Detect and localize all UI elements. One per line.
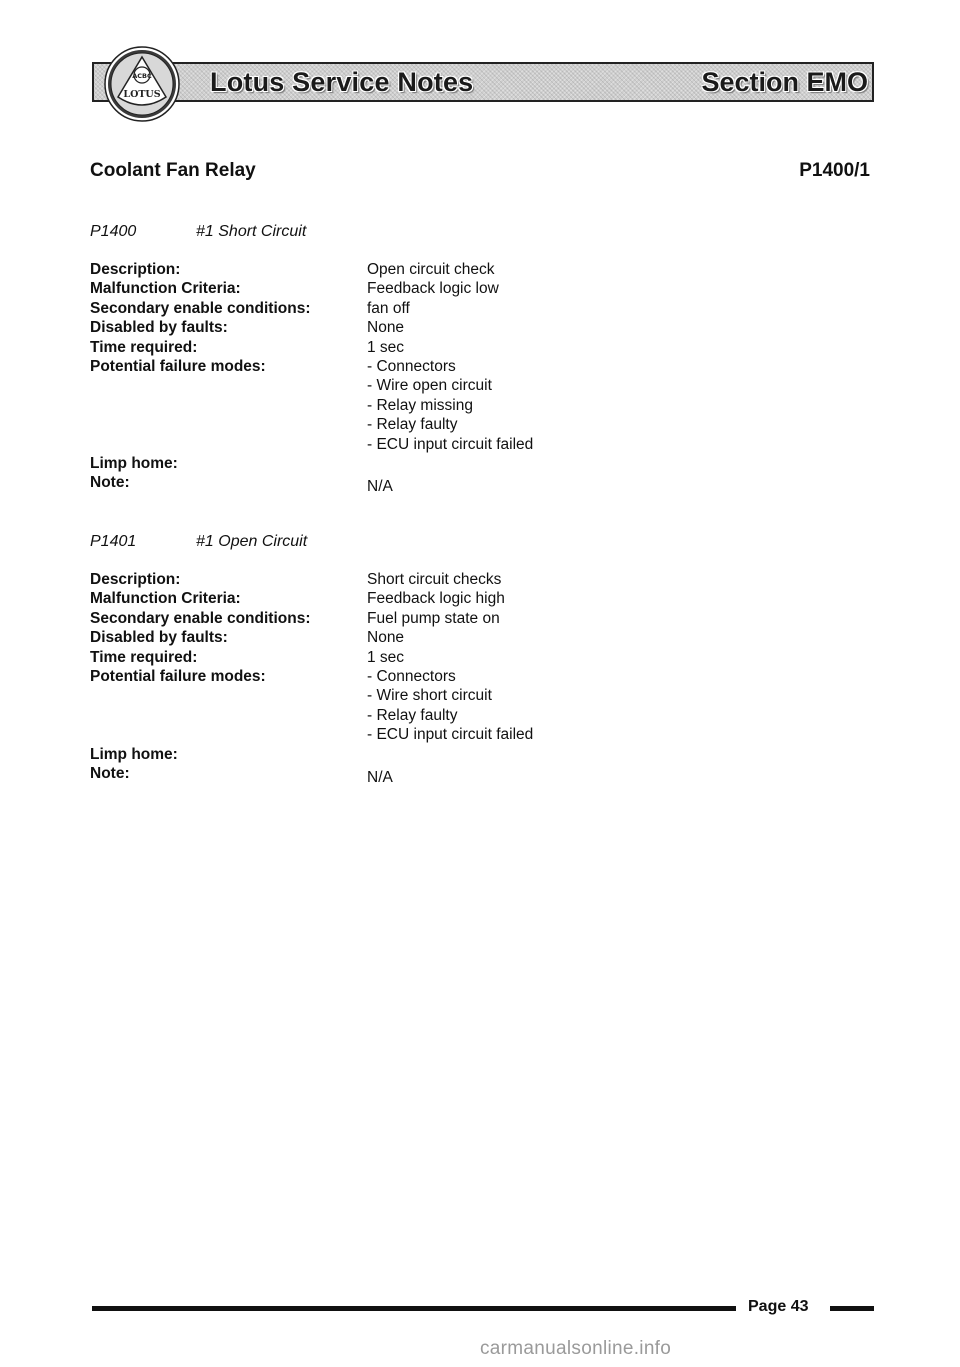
detail-label: Limp home: — [90, 454, 178, 472]
detail-row — [90, 454, 790, 473]
detail-label: Limp home: — [90, 745, 178, 763]
detail-value: Fuel pump state on — [367, 609, 500, 627]
fault-details — [90, 570, 790, 786]
detail-row — [90, 570, 790, 589]
fault-details — [90, 260, 790, 496]
detail-value: - Wire open circuit — [367, 377, 492, 395]
header-section: Section EMO — [701, 67, 868, 97]
detail-row — [90, 260, 790, 279]
detail-row — [90, 435, 790, 454]
detail-label: Malfunction Criteria: — [90, 590, 241, 608]
detail-row — [90, 473, 790, 496]
detail-row — [90, 667, 790, 686]
detail-label: Note: — [90, 764, 130, 782]
detail-value: - Relay faulty — [367, 416, 458, 434]
header-title: Lotus Service Notes — [210, 67, 474, 97]
detail-row — [90, 279, 790, 298]
detail-label: Secondary enable conditions: — [90, 609, 311, 627]
detail-value: Open circuit check — [367, 261, 495, 278]
detail-row — [90, 357, 790, 376]
fault-name: #1 Open Circuit — [196, 533, 308, 550]
detail-row — [90, 338, 790, 357]
detail-row — [90, 648, 790, 667]
detail-value: - Wire short circuit — [367, 687, 492, 705]
detail-row — [90, 299, 790, 318]
detail-label: Malfunction Criteria: — [90, 280, 241, 298]
detail-value: - ECU input circuit failed — [367, 726, 534, 744]
page-title: Coolant Fan Relay — [90, 160, 256, 181]
detail-row — [90, 609, 790, 628]
detail-value: 1 sec — [367, 338, 405, 356]
detail-row — [90, 376, 790, 395]
detail-value: N/A — [367, 768, 393, 786]
detail-value: - Connectors — [367, 667, 456, 685]
fault-code: P1401 — [90, 533, 137, 550]
detail-value: None — [367, 319, 405, 337]
fault-header — [90, 532, 790, 552]
fault-block-p1400 — [90, 222, 790, 496]
fault-block-p1401 — [90, 532, 790, 786]
watermark: carmanualsonline.info — [480, 1338, 672, 1359]
detail-label: Time required: — [90, 648, 198, 666]
detail-row — [90, 415, 790, 434]
detail-label: Disabled by faults: — [90, 319, 228, 337]
detail-value: Short circuit checks — [367, 571, 502, 588]
detail-value: 1 sec — [367, 648, 405, 666]
detail-value: - Relay faulty — [367, 706, 458, 724]
detail-label: Description: — [90, 571, 181, 588]
svg-text:ACBC: ACBC — [132, 72, 152, 80]
detail-label: Secondary enable conditions: — [90, 299, 311, 317]
detail-label: Time required: — [90, 338, 198, 356]
svg-text:LOTUS: LOTUS — [123, 89, 161, 100]
footer-rule-left — [92, 1306, 736, 1311]
detail-label: Note: — [90, 474, 130, 492]
detail-label: Potential failure modes: — [90, 667, 266, 685]
page-number: Page 43 — [748, 1298, 809, 1315]
detail-value: - Connectors — [367, 357, 456, 375]
detail-value: - Relay missing — [367, 396, 473, 414]
detail-value: None — [367, 629, 405, 647]
fault-header — [90, 222, 790, 242]
detail-value: fan off — [367, 299, 410, 317]
detail-row — [90, 745, 790, 764]
detail-row — [90, 396, 790, 415]
page-code: P1400/1 — [799, 160, 870, 181]
detail-label: Description: — [90, 261, 181, 278]
detail-row — [90, 628, 790, 647]
footer-rule-right — [830, 1306, 874, 1311]
detail-row — [90, 764, 790, 786]
detail-label: Disabled by faults: — [90, 629, 228, 647]
detail-row — [90, 589, 790, 608]
detail-row — [90, 318, 790, 337]
fault-name: #1 Short Circuit — [196, 223, 307, 240]
detail-row — [90, 706, 790, 725]
detail-value: Feedback logic low — [367, 280, 499, 298]
lotus-logo-icon — [103, 45, 181, 123]
detail-label: Potential failure modes: — [90, 357, 266, 375]
fault-code: P1400 — [90, 223, 137, 240]
detail-value: N/A — [367, 478, 393, 496]
detail-row — [90, 686, 790, 705]
detail-value: - ECU input circuit failed — [367, 435, 534, 453]
detail-value: Feedback logic high — [367, 590, 505, 608]
detail-row — [90, 725, 790, 744]
